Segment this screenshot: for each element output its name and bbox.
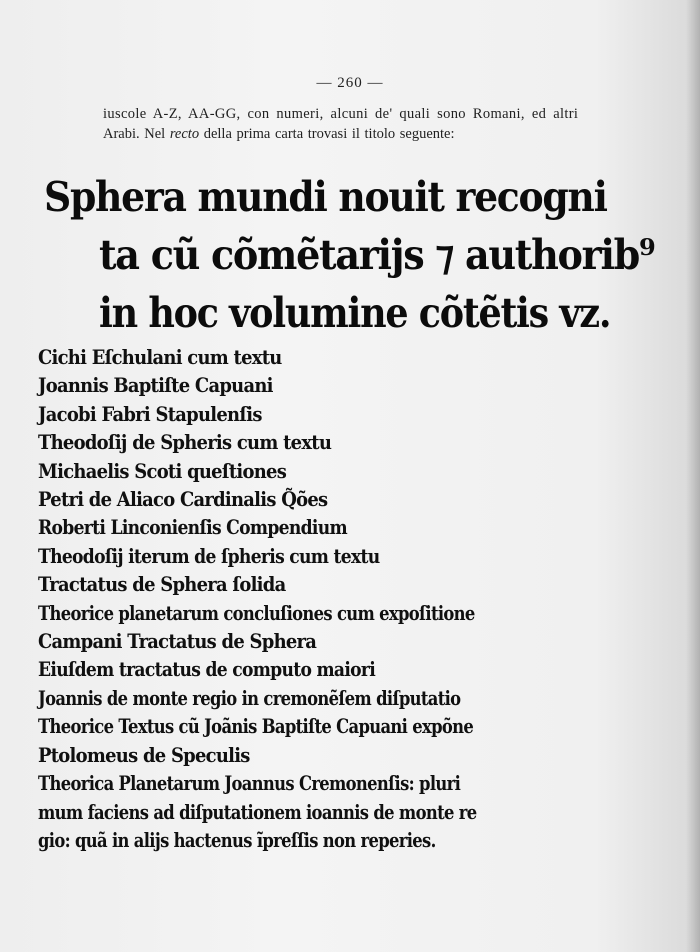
- contents-item: Petri de Aliaco Cardinalis Q̃ões: [38, 488, 328, 512]
- contents-item: Theorica Planetarum Joannus Cremonenſis: pluri: [38, 772, 461, 796]
- contents-item: Theodoſij de Spheris cum textu: [38, 431, 332, 455]
- contents-item: Roberti Linconienſis Compendium: [38, 516, 347, 540]
- contents-item: mum faciens ad diſputationem ioannis de monte re: [38, 800, 477, 824]
- intro-paragraph: [103, 104, 643, 144]
- book-title: [44, 168, 684, 342]
- contents-item: Michaelis Scoti queſtiones: [38, 459, 287, 483]
- contents-item: Ptolomeus de Speculis: [38, 743, 250, 767]
- contents-item: Tractatus de Sphera ſolida: [38, 573, 286, 597]
- contents-item: Cichi Eſchulani cum textu: [38, 346, 282, 369]
- contents-item: Joannis Baptiſte Capuani: [38, 374, 273, 398]
- contents-list: [38, 344, 638, 855]
- intro-emphasis-recto: recto: [169, 126, 200, 142]
- intro-line-2: [103, 124, 643, 144]
- spine-shadow: [686, 0, 700, 952]
- title-line-1: Sphera mundi nouit recogni: [44, 173, 607, 221]
- contents-item: Theorice Textus cũ Joãnis Baptiſte Capuani expõne: [38, 715, 474, 739]
- contents-item: gio: quã in alijs hactenus ĩpreſſis non reperies.: [38, 828, 436, 852]
- contents-item: Theorice planetarum concluſiones cum expoſitione: [38, 601, 475, 625]
- page-number: — 260 —: [316, 75, 384, 91]
- intro-line-1: iuscole A-Z, AA-GG, con numeri, alcuni de' quali sono Romani, ed altri: [103, 106, 579, 122]
- contents-item: Theodoſij iterum de ſpheris cum textu: [38, 544, 380, 568]
- contents-item: Eiuſdem tractatus de computo maiori: [38, 658, 376, 682]
- contents-item: Campani Tractatus de Sphera: [38, 630, 317, 654]
- intro-line-2-start: Arabi. Nel: [103, 126, 166, 142]
- title-line-2: ta cũ cõmẽtarijs ⁊ authorib⁹: [99, 231, 655, 279]
- intro-line-2-end: della prima carta trovasi il titolo seguente:: [203, 126, 455, 142]
- contents-item: Jacobi Fabri Stapulenſis: [38, 402, 262, 426]
- title-line-3: in hoc volumine cõtẽtis vz.: [99, 289, 611, 337]
- contents-item: Joannis de monte regio in cremonẽſem diſputatio: [38, 686, 461, 710]
